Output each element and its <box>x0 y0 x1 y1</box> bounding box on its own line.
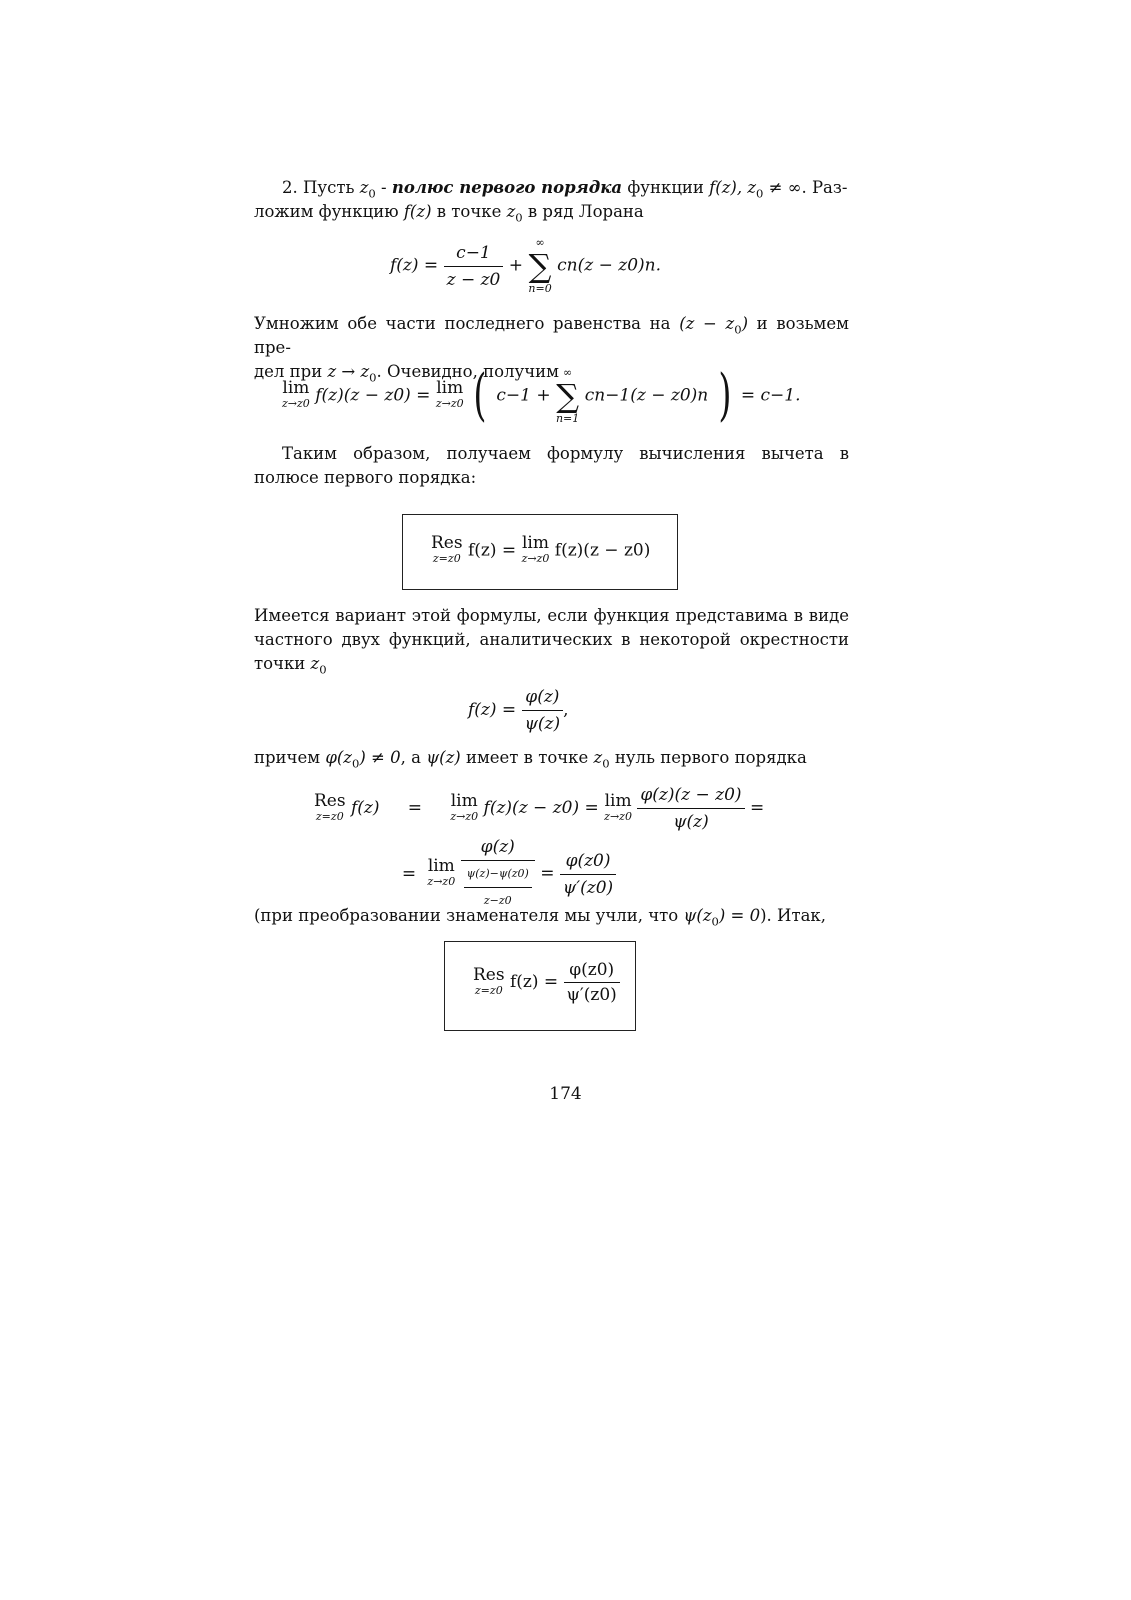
text-run: Имеется вариант этой формулы, если функция представима в виде частного двух функций, аналитических в некоторой окрестности точки <box>254 606 849 673</box>
res-operator <box>473 964 505 999</box>
math-expr: f(z) = <box>468 700 517 720</box>
equation-derivation-line1 <box>314 784 764 833</box>
math-expr: f(z) <box>403 202 432 221</box>
text-run: . Очевидно, получим <box>376 362 559 381</box>
text-run: в точке <box>431 202 507 221</box>
fraction-numerator: c−1 <box>444 242 504 267</box>
limit-operator <box>436 380 464 412</box>
equation-laurent <box>390 236 661 296</box>
math-expr: cn−1(z − z0)n <box>584 385 709 406</box>
fraction-denominator: ψ(z) <box>673 812 709 832</box>
math-op: = <box>401 863 417 884</box>
res-subscript: z=z0 <box>474 983 503 997</box>
fraction <box>637 784 744 833</box>
math-expr: f(z) <box>351 798 380 818</box>
fraction-denominator: ψ′(z0) <box>562 877 614 898</box>
math-sub: 0 <box>369 370 377 385</box>
limit-operator <box>450 790 479 825</box>
fraction-denominator: ψ′(z0) <box>566 985 617 1005</box>
page-number: 174 <box>549 1084 582 1104</box>
math-expr: f(z)(z − z0) = <box>483 798 599 818</box>
sum-lower: n=1 <box>555 412 580 425</box>
math-op: , <box>563 700 569 720</box>
math-expr: z → z <box>327 362 370 381</box>
sigma-icon: ∑ <box>528 247 552 285</box>
paragraph-intro <box>254 176 849 224</box>
res-operator <box>431 535 463 567</box>
text-run: Умножим обе части последнего равенства на <box>254 314 680 333</box>
math-expr: f(z) = <box>390 255 439 276</box>
math-expr: f(z)(z − z0) <box>554 540 651 561</box>
math-var: z <box>359 178 369 197</box>
limit-label: lim <box>521 533 549 553</box>
limit-subscript: z→z0 <box>604 809 632 823</box>
text-run: ). Итак, <box>760 906 826 925</box>
fraction-denominator: z − z0 <box>446 269 501 290</box>
math-op: = <box>407 798 423 818</box>
limit-subscript: z→z0 <box>282 397 310 410</box>
limit-operator <box>427 858 455 890</box>
paragraph-line <box>254 176 849 200</box>
math-sub: 0 <box>319 662 327 677</box>
res-label: Res <box>473 964 505 985</box>
sum-upper: ∞ <box>535 236 545 249</box>
limit-operator <box>604 790 632 825</box>
paragraph-condition <box>254 746 849 770</box>
boxed-formula-residue-derivative <box>444 941 636 1031</box>
fraction <box>444 242 504 291</box>
math-expr: = c−1. <box>740 385 801 406</box>
math-var: z <box>506 202 516 221</box>
fraction-denominator: ψ(z) <box>524 714 561 734</box>
sum-lower: n=0 <box>528 282 552 295</box>
res-label: Res <box>431 533 463 553</box>
limit-label: lim <box>427 856 455 876</box>
fraction-denominator: z−z0 <box>483 894 512 907</box>
sum-operator <box>528 236 551 296</box>
math-sub: 0 <box>368 186 376 201</box>
math-sub: 0 <box>352 756 360 771</box>
right-paren-icon: ) <box>717 363 732 428</box>
fraction-numerator: φ(z) <box>522 686 564 711</box>
equation-derivation-line2 <box>396 836 616 912</box>
math-expr: cn(z − z0)n. <box>557 255 662 276</box>
res-subscript: z=z0 <box>432 552 461 565</box>
formula-content <box>431 535 650 567</box>
text-run: - <box>375 178 392 197</box>
math-expr: (z − z <box>679 314 735 333</box>
fraction <box>522 686 564 735</box>
limit-label: lim <box>604 790 632 811</box>
math-op: = <box>540 863 555 884</box>
math-var: z <box>593 748 603 767</box>
fraction-numerator: φ(z) <box>461 836 535 861</box>
left-paren-icon: ( <box>473 363 487 428</box>
math-sub: 0 <box>756 186 764 201</box>
text-run: (при преобразовании знаменателя мы учли, что <box>254 906 684 925</box>
math-expr: f(z) <box>709 178 737 197</box>
math-expr: ) = 0 <box>718 906 761 925</box>
text-run: и возьмем пре- <box>254 314 849 357</box>
limit-subscript: z→z0 <box>450 809 479 823</box>
text-run: в ряд Лорана <box>522 202 644 221</box>
limit-label: lim <box>436 378 464 398</box>
text-run: 2. Пусть <box>282 178 360 197</box>
math-expr: ψ(z) <box>426 748 461 767</box>
sum-operator <box>556 366 579 426</box>
fraction-numerator: φ(z0) <box>564 960 620 983</box>
math-expr: f(z) = <box>468 540 517 561</box>
math-expr: ψ(z <box>683 906 712 925</box>
math-sub: 0 <box>734 322 742 337</box>
equation-fraction <box>468 686 569 735</box>
paragraph-line <box>254 312 849 360</box>
fraction-numerator: ψ(z)−ψ(z0) <box>464 863 532 888</box>
math-expr: ) ≠ 0 <box>359 748 401 767</box>
text-run: ложим функцию <box>254 202 404 221</box>
boxed-formula-residue-limit <box>402 514 678 590</box>
paragraph-line <box>254 200 849 224</box>
text-run: , а <box>400 748 427 767</box>
math-expr: f(z) = <box>510 972 559 992</box>
text-run: ≠ ∞. Раз- <box>763 178 848 197</box>
text-run: Таким образом, получаем формулу вычисления вычета в полюсе первого порядка: <box>254 444 849 487</box>
res-subscript: z=z0 <box>315 809 344 823</box>
res-operator <box>314 790 346 825</box>
math-expr: , z <box>736 178 757 197</box>
math-var: z <box>310 654 320 673</box>
emphasis-term: полюс первого порядка <box>391 178 623 197</box>
text-run: нуль первого порядка <box>609 748 807 767</box>
math-expr: f(z)(z − z0) = <box>315 385 431 406</box>
limit-operator <box>522 535 550 567</box>
math-op: = <box>749 798 765 818</box>
math-expr: φ(z <box>325 748 352 767</box>
sum-upper: ∞ <box>563 366 573 379</box>
paragraph-conclusion <box>254 442 849 490</box>
text-run: функции <box>622 178 710 197</box>
res-label: Res <box>314 790 346 811</box>
fraction <box>560 850 616 899</box>
math-expr: c−1 + <box>496 385 551 406</box>
limit-label: lim <box>450 790 478 811</box>
paragraph-variant <box>254 604 849 676</box>
math-sub: 0 <box>602 756 610 771</box>
limit-subscript: z→z0 <box>521 552 550 565</box>
sigma-icon: ∑ <box>556 377 580 415</box>
limit-label: lim <box>282 378 310 398</box>
fraction <box>461 836 535 912</box>
text-run: дел при <box>254 362 328 381</box>
limit-subscript: z→z0 <box>435 397 464 410</box>
fraction-numerator: φ(z)(z − z0) <box>637 784 744 809</box>
limit-operator <box>282 380 310 412</box>
fraction-numerator: φ(z0) <box>560 850 616 875</box>
paragraph-denominator-note <box>254 904 849 928</box>
math-sub: 0 <box>711 914 719 929</box>
formula-content <box>473 960 620 1005</box>
math-expr: ) <box>741 314 748 333</box>
math-op: + <box>508 255 524 276</box>
fraction <box>564 960 620 1005</box>
math-sub: 0 <box>515 210 523 225</box>
text-run: причем <box>254 748 326 767</box>
limit-subscript: z→z0 <box>427 875 456 888</box>
text-run: имеет в точке <box>460 748 594 767</box>
